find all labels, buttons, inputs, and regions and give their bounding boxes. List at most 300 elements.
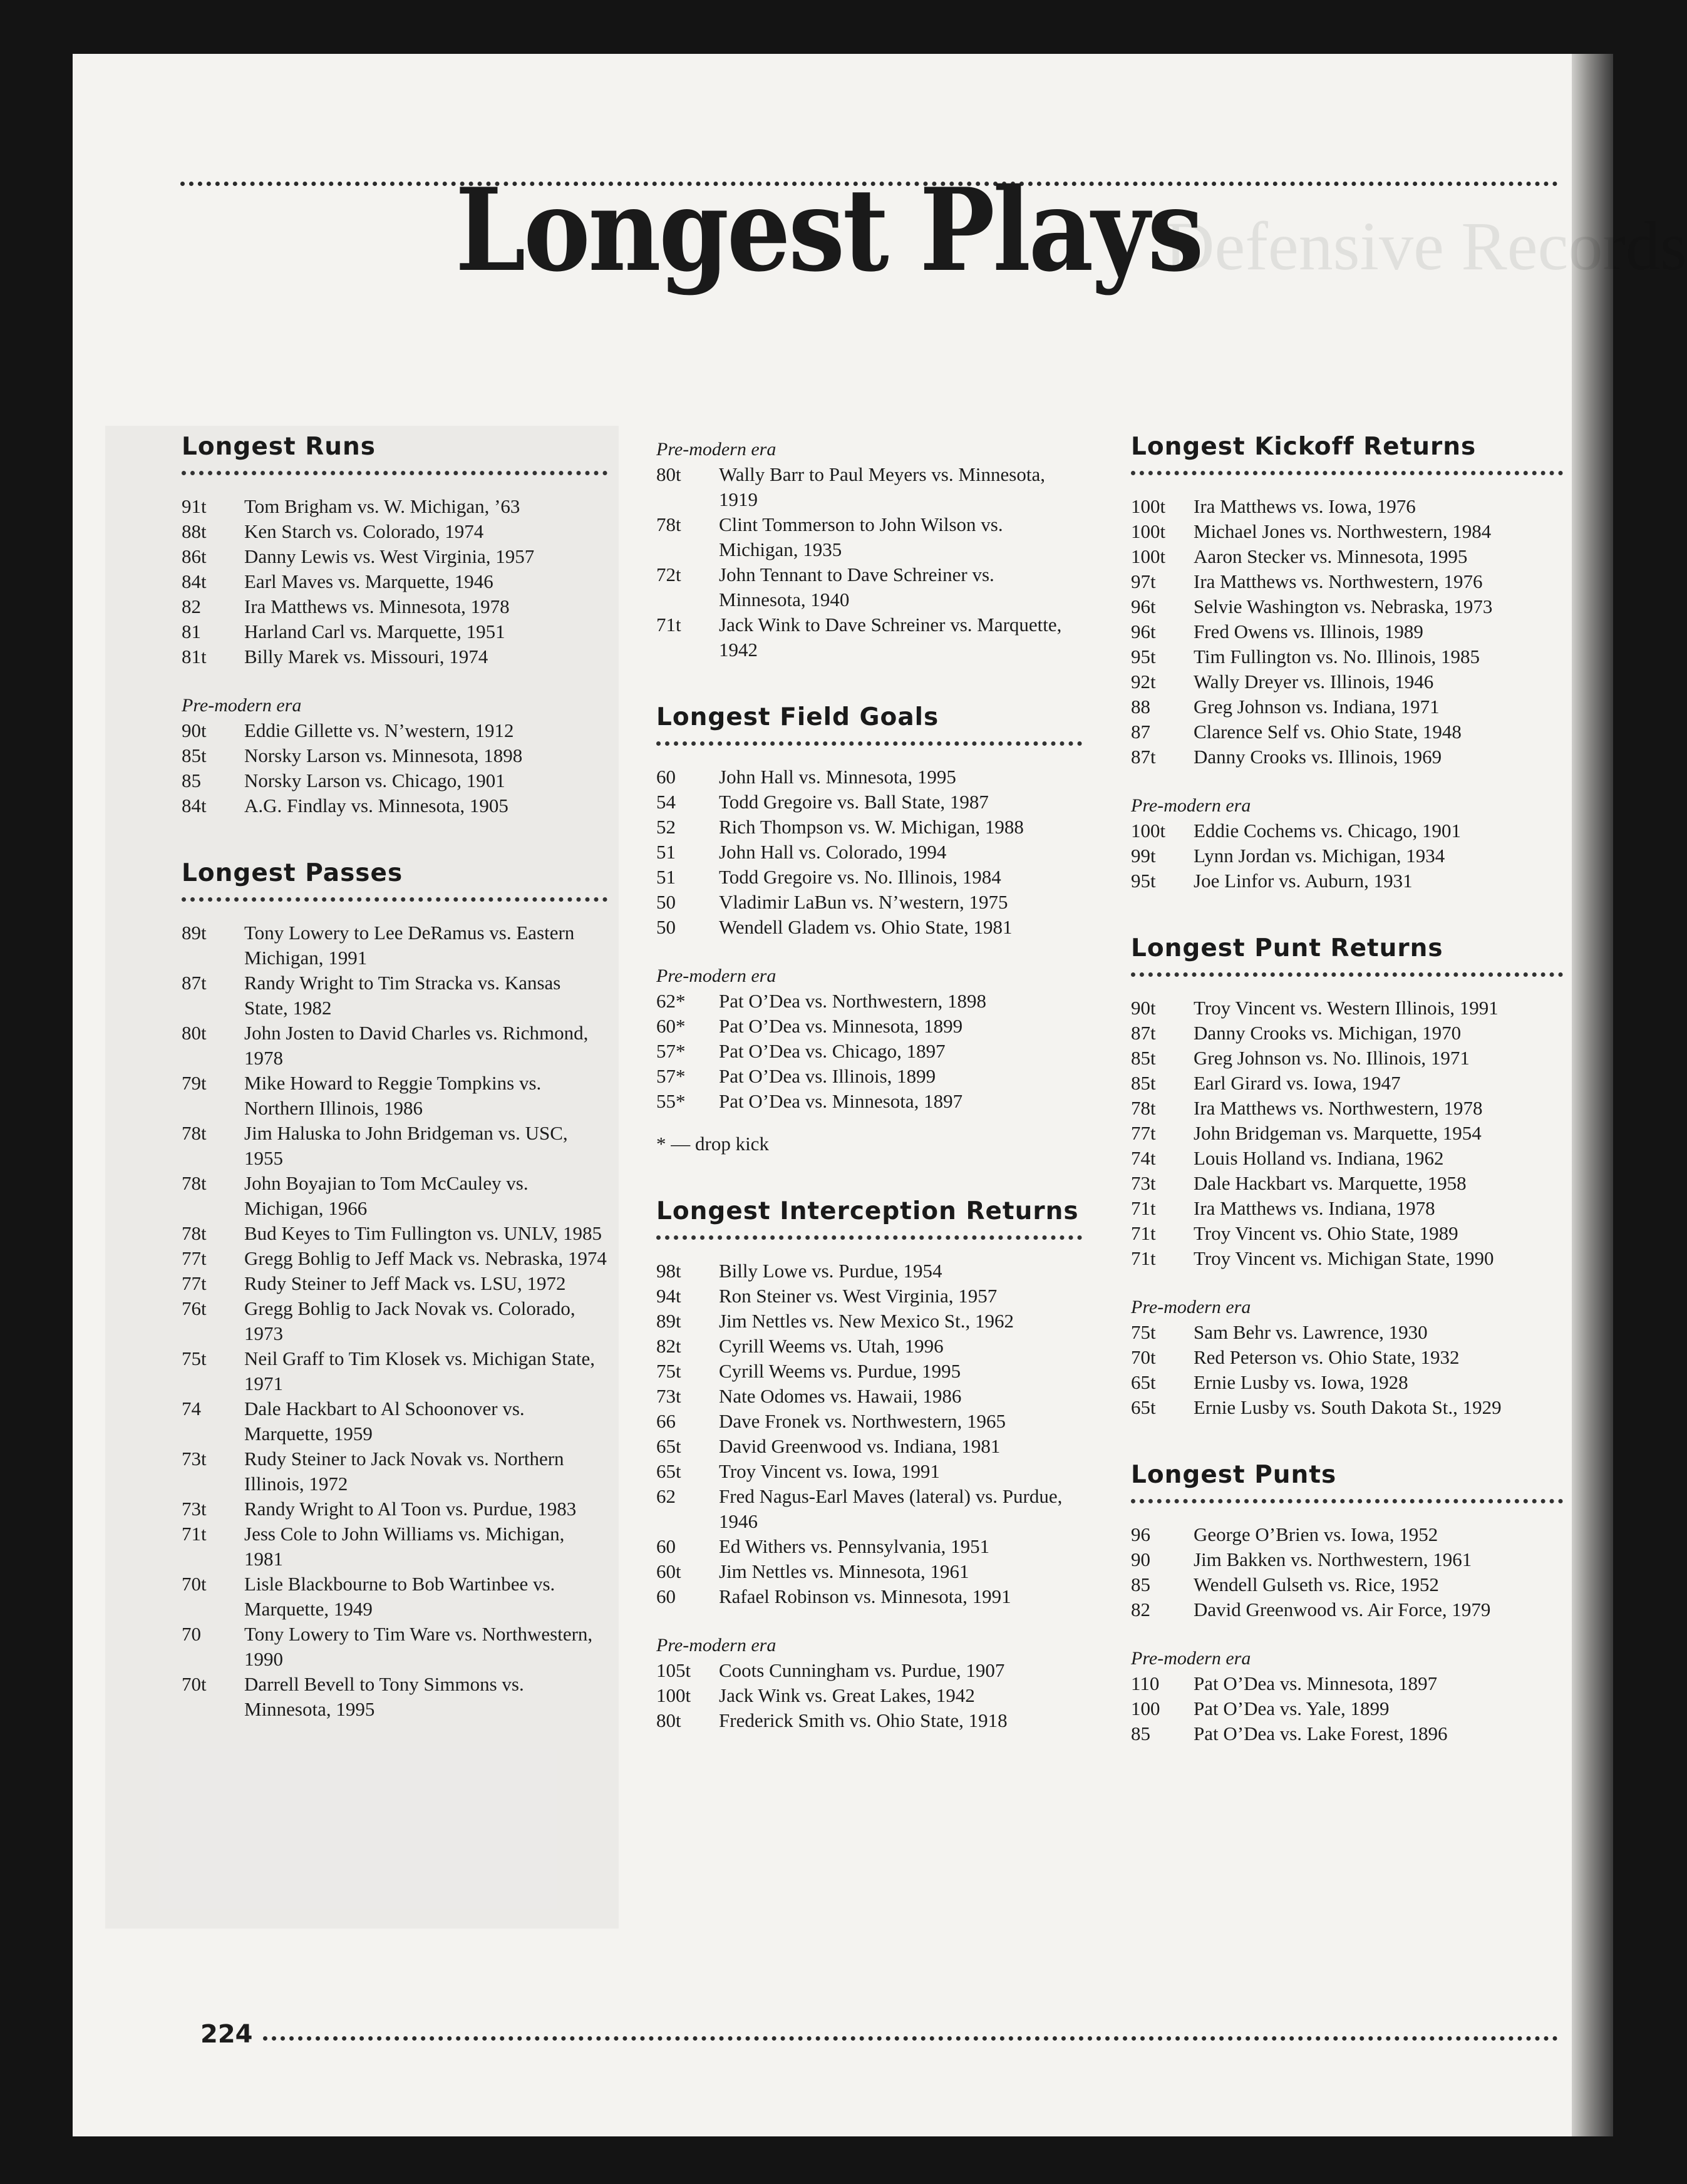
section-dotted-rule [1131,1499,1563,1503]
record-description: Ernie Lusby vs. South Dakota St., 1929 [1194,1396,1502,1418]
record-yards: 51 [656,841,676,863]
records-list [1131,818,1563,894]
record-description: Greg Johnson vs. Indiana, 1971 [1194,696,1440,718]
record-yards: 73t [182,1448,207,1470]
record-description: Selvie Washington vs. Nebraska, 1973 [1194,595,1493,617]
record-description: Earl Maves vs. Marquette, 1946 [244,570,493,592]
record-yards: 77t [182,1247,207,1269]
page-title: Longest Plays [455,163,1202,297]
record-description: Randy Wright to Tim Stracka vs. Kansas State, 1982 [244,972,561,1019]
premodern-label: Pre-modern era [1131,1297,1251,1317]
record-row [1131,1096,1563,1121]
record-yards: 96t [1131,621,1156,642]
record-row [656,1559,1082,1584]
record-description: Lisle Blackbourne to Bob Wartinbee vs. Marquette, 1949 [244,1573,555,1620]
records-list [656,765,1082,940]
record-yards: 65t [656,1460,681,1482]
record-description: Michael Jones vs. Northwestern, 1984 [1194,520,1492,542]
record-row [1131,694,1563,719]
record-description: Sam Behr vs. Lawrence, 1930 [1194,1321,1428,1343]
record-description: Troy Vincent vs. Ohio State, 1989 [1194,1222,1458,1244]
record-row [182,1346,607,1396]
record-yards: 99t [1131,845,1156,867]
record-yards: 71t [656,614,681,636]
record-yards: 87t [182,972,207,994]
record-yards: 70t [182,1573,207,1595]
record-description: Ron Steiner vs. West Virginia, 1957 [719,1285,998,1307]
record-description: Rich Thompson vs. W. Michigan, 1988 [719,816,1024,838]
record-description: Louis Holland vs. Indiana, 1962 [1194,1147,1444,1169]
record-description: Todd Gregoire vs. No. Illinois, 1984 [719,866,1001,888]
record-description: Billy Marek vs. Missouri, 1974 [244,646,488,667]
record-row [1131,1171,1563,1196]
record-description: Eddie Gillette vs. N’western, 1912 [244,719,514,741]
record-yards: 100t [1131,545,1166,567]
section-heading: Longest Runs [182,433,376,461]
record-row [182,971,607,1021]
section-heading: Longest Kickoff Returns [1131,433,1477,461]
record-row [656,1534,1082,1559]
record-row [1131,1121,1563,1146]
record-description: Billy Lowe vs. Purdue, 1954 [719,1260,942,1282]
record-description: Coots Cunningham vs. Purdue, 1907 [719,1659,1005,1681]
record-yards: 71t [182,1523,207,1545]
record-description: Danny Crooks vs. Michigan, 1970 [1194,1022,1462,1044]
record-yards: 78t [182,1172,207,1194]
record-row [1131,818,1563,843]
record-row [182,793,607,818]
record-yards: 92t [1131,671,1156,693]
record-row [1131,1146,1563,1171]
record-yards: 78t [182,1122,207,1144]
record-yards: 54 [656,791,676,813]
record-description: Todd Gregoire vs. Ball State, 1987 [719,791,989,813]
record-description: Ed Withers vs. Pennsylvania, 1951 [719,1535,990,1557]
record-yards: 95t [1131,646,1156,667]
premodern-label: Pre-modern era [182,695,302,716]
record-yards: 80t [656,1709,681,1731]
records-list [656,1658,1082,1733]
record-description: Clarence Self vs. Ohio State, 1948 [1194,721,1462,743]
record-row [1131,494,1563,519]
record-description: Pat O’Dea vs. Yale, 1899 [1194,1697,1390,1719]
record-row [182,1622,607,1672]
record-row [1131,1345,1563,1370]
record-description: Tony Lowery to Tim Ware vs. Northwestern, 1990 [244,1623,593,1670]
record-yards: 57* [656,1065,686,1087]
record-description: Pat O’Dea vs. Minnesota, 1899 [719,1015,963,1037]
record-row [182,1572,607,1622]
record-yards: 95t [1131,870,1156,892]
records-list [1131,1671,1563,1746]
page-edge [1572,54,1613,2136]
records-list [1131,1522,1563,1622]
record-description: Norsky Larson vs. Minnesota, 1898 [244,744,523,766]
record-yards: 87t [1131,746,1156,768]
record-yards: 110 [1131,1672,1160,1694]
record-yards: 80t [182,1022,207,1044]
record-description: Danny Lewis vs. West Virginia, 1957 [244,545,535,567]
record-row [182,519,607,544]
record-yards: 78t [656,513,681,535]
record-row [182,768,607,793]
record-row [182,718,607,743]
record-yards: 57* [656,1040,686,1062]
premodern-label: Pre-modern era [656,1635,776,1656]
record-row [182,1522,607,1572]
record-yards: 60* [656,1015,686,1037]
record-row [656,562,1082,612]
record-yards: 90 [1131,1548,1150,1570]
record-row [182,743,607,768]
record-description: Jim Haluska to John Bridgeman vs. USC, 1955 [244,1122,568,1169]
record-description: David Greenwood vs. Indiana, 1981 [719,1435,1001,1457]
record-yards: 86t [182,545,207,567]
record-description: Cyrill Weems vs. Purdue, 1995 [719,1360,961,1382]
record-yards: 88 [1131,696,1150,718]
column-middle [656,437,1082,1733]
record-yards: 50 [656,891,676,913]
record-row [1131,544,1563,569]
record-description: Tom Brigham vs. W. Michigan, ’63 [244,495,520,517]
record-yards: 87t [1131,1022,1156,1044]
record-yards: 100t [1131,520,1166,542]
record-row [1131,519,1563,544]
record-description: Jim Bakken vs. Northwestern, 1961 [1194,1548,1472,1570]
record-row [1131,644,1563,669]
record-yards: 70 [182,1623,201,1645]
record-yards: 81 [182,621,201,642]
record-yards: 97t [1131,570,1156,592]
record-yards: 85t [1131,1072,1156,1094]
record-description: David Greenwood vs. Air Force, 1979 [1194,1599,1491,1620]
record-description: Ira Matthews vs. Northwestern, 1976 [1194,570,1483,592]
record-yards: 96t [1131,595,1156,617]
page-number: 224 [200,2020,253,2049]
record-row [1131,619,1563,644]
record-yards: 79t [182,1072,207,1094]
record-description: Frederick Smith vs. Ohio State, 1918 [719,1709,1008,1731]
record-row [1131,1320,1563,1345]
record-row [1131,1671,1563,1696]
record-row [1131,1071,1563,1096]
record-description: Norsky Larson vs. Chicago, 1901 [244,770,505,791]
record-row [182,594,607,619]
record-description: Pat O’Dea vs. Lake Forest, 1896 [1194,1723,1448,1744]
record-description: Neil Graff to Tim Klosek vs. Michigan State, 1971 [244,1347,595,1394]
section-dotted-rule [182,471,607,475]
record-row [1131,1021,1563,1046]
record-row [182,644,607,669]
record-yards: 90t [182,719,207,741]
record-row [182,1446,607,1496]
record-description: Dave Fronek vs. Northwestern, 1965 [719,1410,1006,1432]
record-row [1131,1046,1563,1071]
record-yards: 81t [182,646,207,667]
record-yards: 85 [182,770,201,791]
record-row [182,1246,607,1271]
record-row [182,1121,607,1171]
record-description: Fred Nagus-Earl Maves (lateral) vs. Purdue, 1946 [719,1485,1063,1532]
record-description: Greg Johnson vs. No. Illinois, 1971 [1194,1047,1470,1069]
record-description: Rafael Robinson vs. Minnesota, 1991 [719,1585,1011,1607]
record-description: Wally Barr to Paul Meyers vs. Minnesota, 1919 [719,463,1045,510]
record-yards: 75t [1131,1321,1156,1343]
record-yards: 85 [1131,1723,1150,1744]
record-row [1131,868,1563,894]
record-yards: 73t [182,1498,207,1520]
record-row [1131,843,1563,868]
record-row [656,1484,1082,1534]
record-yards: 85t [182,744,207,766]
record-yards: 60 [656,1585,676,1607]
record-row [656,1259,1082,1284]
record-yards: 75t [182,1347,207,1369]
record-row [656,840,1082,865]
record-yards: 87 [1131,721,1150,743]
record-yards: 85 [1131,1574,1150,1595]
record-yards: 73t [1131,1172,1156,1194]
record-description: Tim Fullington vs. No. Illinois, 1985 [1194,646,1480,667]
record-description: Ernie Lusby vs. Iowa, 1928 [1194,1371,1408,1393]
record-description: John Bridgeman vs. Marquette, 1954 [1194,1122,1482,1144]
record-description: Cyrill Weems vs. Utah, 1996 [719,1335,944,1357]
record-yards: 71t [1131,1247,1156,1269]
record-row [1131,569,1563,594]
section-dotted-rule [182,897,607,902]
record-description: Troy Vincent vs. Michigan State, 1990 [1194,1247,1494,1269]
record-row [1131,1246,1563,1271]
record-yards: 77t [182,1272,207,1294]
section-heading: Longest Passes [182,859,403,887]
record-row [656,1064,1082,1089]
record-yards: 66 [656,1410,676,1432]
record-yards: 90t [1131,997,1156,1019]
record-yards: 55* [656,1090,686,1112]
record-yards: 71t [1131,1222,1156,1244]
record-row [656,1014,1082,1039]
record-row [656,1708,1082,1733]
record-yards: 60 [656,1535,676,1557]
column-left [182,430,607,1722]
record-description: Harland Carl vs. Marquette, 1951 [244,621,505,642]
record-row [656,1434,1082,1459]
footer-dotted-rule [263,2036,1558,2041]
record-yards: 65t [1131,1396,1156,1418]
record-row [656,1409,1082,1434]
record-description: Rudy Steiner to Jack Novak vs. Northern Illinois, 1972 [244,1448,564,1495]
record-yards: 74 [182,1398,201,1419]
record-yards: 72t [656,564,681,585]
section-heading: Longest Field Goals [656,703,939,731]
record-description: John Tennant to Dave Schreiner vs. Minnesota, 1940 [719,564,994,610]
record-row [1131,719,1563,744]
record-description: Clint Tommerson to John Wilson vs. Michigan, 1935 [719,513,1003,560]
record-description: Jess Cole to John Williams vs. Michigan, 1981 [244,1523,565,1570]
record-row [656,1089,1082,1114]
record-row [656,612,1082,662]
record-row [182,1496,607,1522]
record-row [1131,1370,1563,1395]
record-row [182,1396,607,1446]
record-description: Ira Matthews vs. Minnesota, 1978 [244,595,510,617]
record-row [182,569,607,594]
record-yards: 105t [656,1659,691,1681]
record-description: Pat O’Dea vs. Minnesota, 1897 [719,1090,963,1112]
record-description: Dale Hackbart vs. Marquette, 1958 [1194,1172,1467,1194]
premodern-label: Pre-modern era [1131,1648,1251,1669]
record-description: Vladimir LaBun vs. N’western, 1975 [719,891,1008,913]
record-row [1131,996,1563,1021]
record-row [656,989,1082,1014]
records-list [656,462,1082,662]
record-row [1131,1696,1563,1721]
record-row [182,920,607,971]
record-description: Troy Vincent vs. Iowa, 1991 [719,1460,940,1482]
record-yards: 100t [656,1684,691,1706]
record-yards: 51 [656,866,676,888]
record-row [1131,1547,1563,1572]
record-yards: 80t [656,463,681,485]
record-yards: 60 [656,766,676,788]
drop-kick-note: * — drop kick [656,1133,769,1155]
record-row [656,1309,1082,1334]
record-row [656,462,1082,512]
record-description: Pat O’Dea vs. Illinois, 1899 [719,1065,936,1087]
record-yards: 78t [182,1222,207,1244]
record-row [656,1284,1082,1309]
records-list [182,920,607,1722]
record-description: Randy Wright to Al Toon vs. Purdue, 1983 [244,1498,577,1520]
record-row [1131,669,1563,694]
record-description: George O’Brien vs. Iowa, 1952 [1194,1523,1438,1545]
record-row [1131,1572,1563,1597]
record-row [656,1384,1082,1409]
record-description: Pat O’Dea vs. Northwestern, 1898 [719,990,987,1012]
record-row [656,865,1082,890]
record-yards: 82t [656,1335,681,1357]
records-list [182,494,607,669]
premodern-label: Pre-modern era [656,966,776,986]
record-row [182,619,607,644]
record-yards: 89t [182,922,207,944]
record-description: Red Peterson vs. Ohio State, 1932 [1194,1346,1460,1368]
record-yards: 88t [182,520,207,542]
record-description: Aaron Stecker vs. Minnesota, 1995 [1194,545,1468,567]
record-row [1131,1597,1563,1622]
record-row [656,765,1082,790]
record-description: Joe Linfor vs. Auburn, 1931 [1194,870,1413,892]
record-description: Nate Odomes vs. Hawaii, 1986 [719,1385,962,1407]
record-description: Jack Wink vs. Great Lakes, 1942 [719,1684,975,1706]
record-description: John Boyajian to Tom McCauley vs. Michigan, 1966 [244,1172,529,1219]
record-row [1131,1196,1563,1221]
section-heading: Longest Punt Returns [1131,934,1443,962]
record-description: Ira Matthews vs. Iowa, 1976 [1194,495,1416,517]
premodern-label: Pre-modern era [656,439,776,460]
records-list [1131,996,1563,1271]
records-list [182,718,607,818]
record-description: Gregg Bohlig to Jeff Mack vs. Nebraska, 1974 [244,1247,607,1269]
ghost-bleed-text: Defensive Records [1165,208,1687,284]
record-description: John Josten to David Charles vs. Richmond, 1978 [244,1022,589,1069]
records-list [656,989,1082,1114]
record-yards: 65t [656,1435,681,1457]
record-yards: 100t [1131,820,1166,842]
record-description: Tony Lowery to Lee DeRamus vs. Eastern Michigan, 1991 [244,922,575,969]
record-row [182,1071,607,1121]
section-dotted-rule [656,1235,1082,1240]
record-description: A.G. Findlay vs. Minnesota, 1905 [244,795,508,816]
record-row [1131,1395,1563,1420]
record-row [656,1658,1082,1683]
record-description: Dale Hackbart to Al Schoonover vs. Marquette, 1959 [244,1398,525,1445]
record-row [656,512,1082,562]
record-row [1131,594,1563,619]
record-row [182,544,607,569]
record-row [182,1171,607,1221]
column-right [1131,430,1563,1746]
section-heading: Longest Punts [1131,1461,1337,1489]
record-description: Fred Owens vs. Illinois, 1989 [1194,621,1423,642]
record-description: John Hall vs. Colorado, 1994 [719,841,947,863]
record-description: Jack Wink to Dave Schreiner vs. Marquette, 1942 [719,614,1062,661]
record-description: Earl Girard vs. Iowa, 1947 [1194,1072,1401,1094]
record-row [182,1296,607,1346]
record-yards: 82 [182,595,201,617]
record-yards: 89t [656,1310,681,1332]
record-row [182,494,607,519]
section-dotted-rule [656,741,1082,746]
record-description: Ira Matthews vs. Northwestern, 1978 [1194,1097,1483,1119]
record-description: Jim Nettles vs. New Mexico St., 1962 [719,1310,1014,1332]
record-description: Darrell Bevell to Tony Simmons vs. Minnesota, 1995 [244,1673,524,1720]
record-yards: 70t [1131,1346,1156,1368]
records-list [1131,494,1563,770]
record-yards: 77t [1131,1122,1156,1144]
record-row [656,915,1082,940]
premodern-label: Pre-modern era [1131,795,1251,816]
record-description: Mike Howard to Reggie Tompkins vs. Northern Illinois, 1986 [244,1072,542,1119]
record-description: Wally Dreyer vs. Illinois, 1946 [1194,671,1434,693]
record-row [656,1359,1082,1384]
record-yards: 85t [1131,1047,1156,1069]
record-row [656,790,1082,815]
record-description: Ira Matthews vs. Indiana, 1978 [1194,1197,1435,1219]
record-row [1131,744,1563,770]
record-yards: 76t [182,1297,207,1319]
record-yards: 84t [182,570,207,592]
section-heading: Longest Interception Returns [656,1197,1079,1225]
records-list [656,1259,1082,1609]
record-yards: 82 [1131,1599,1150,1620]
record-description: Wendell Gulseth vs. Rice, 1952 [1194,1574,1439,1595]
records-list [1131,1320,1563,1420]
record-yards: 52 [656,816,676,838]
record-row [656,1683,1082,1708]
record-row [182,1221,607,1246]
record-description: Pat O’Dea vs. Chicago, 1897 [719,1040,946,1062]
record-yards: 100t [1131,495,1166,517]
record-yards: 73t [656,1385,681,1407]
record-row [656,1039,1082,1064]
record-row [182,1271,607,1296]
record-row [182,1021,607,1071]
record-description: Rudy Steiner to Jeff Mack vs. LSU, 1972 [244,1272,566,1294]
record-description: Lynn Jordan vs. Michigan, 1934 [1194,845,1445,867]
record-row [1131,1221,1563,1246]
record-description: Jim Nettles vs. Minnesota, 1961 [719,1560,969,1582]
